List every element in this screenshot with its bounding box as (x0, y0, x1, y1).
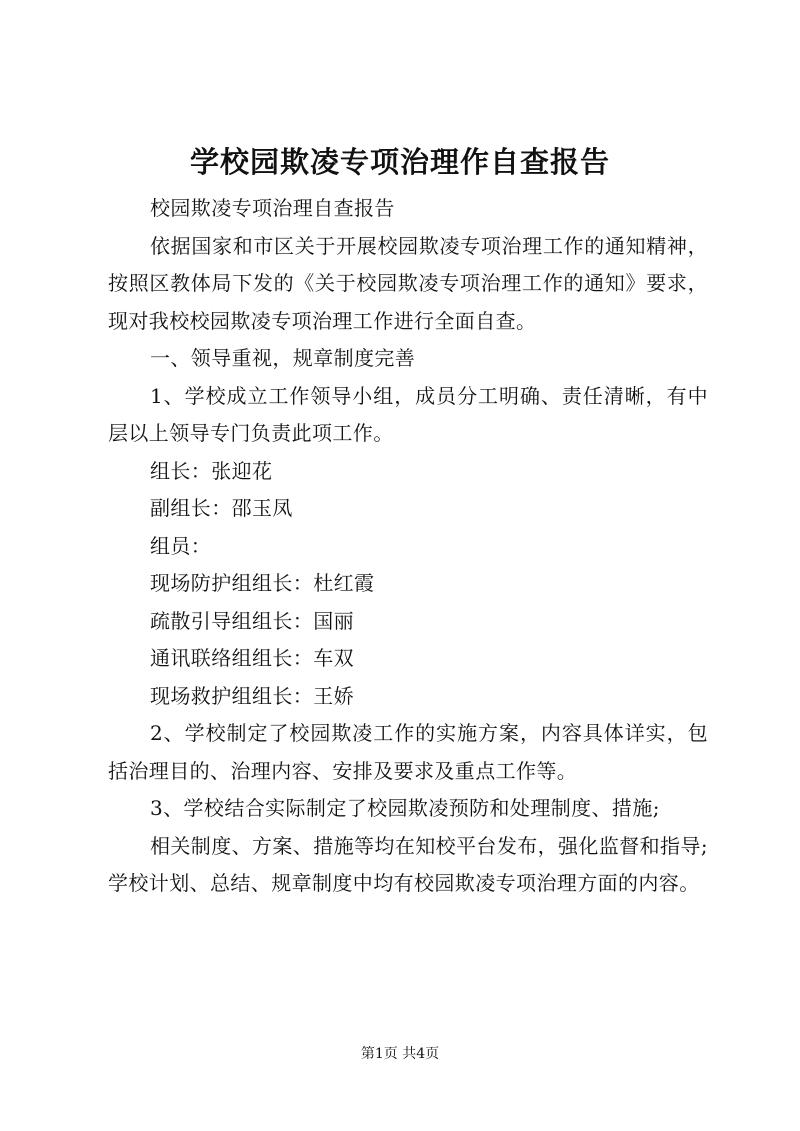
member-line: 现场救护组组长：王娇 (150, 683, 354, 708)
item-paragraph: 1、学校成立工作领导小组，成员分工明确、责任清晰，有中层以上领导专门负责此项工作。 (108, 383, 708, 445)
member-line: 通讯联络组组长：车双 (150, 646, 354, 670)
member-line: 疏散引导组组长：国丽 (150, 608, 354, 633)
page-footer: 第1页 共4页 (360, 1046, 440, 1062)
intro-paragraph: 依据国家和市区关于开展校园欺凌专项治理工作的通知精神，按照区教体局下发的《关于校园欺凌专项治理工作的通知》要求，现对我校校园欺凌专项治理工作进行全面自查。 (108, 233, 708, 333)
item-paragraph: 3、学校结合实际制定了校园欺凌预防和处理制度、措施; (150, 796, 660, 820)
leader-line: 组长：张迎花 (150, 458, 273, 483)
item-paragraph: 2、学校制定了校园欺凌工作的实施方案，内容具体详实，包括治理目的、治理内容、安排及要求及重点工作等。 (108, 721, 708, 783)
document-body (108, 190, 708, 903)
deputy-leader-line: 副组长：邵玉凤 (150, 496, 293, 520)
document-title: 学校园欺凌专项治理作自查报告 (189, 145, 610, 179)
members-label: 组员： (150, 533, 212, 558)
member-line: 现场防护组组长：杜红霞 (150, 571, 375, 595)
body-paragraph: 相关制度、方案、措施等均在知校平台发布，强化监督和指导;学校计划、总结、规章制度中均有校园欺凌专项治理方面的内容。 (108, 833, 708, 895)
section-heading: 一、领导重视，规章制度完善 (150, 346, 416, 370)
subtitle-paragraph: 校园欺凌专项治理自查报告 (150, 196, 395, 220)
